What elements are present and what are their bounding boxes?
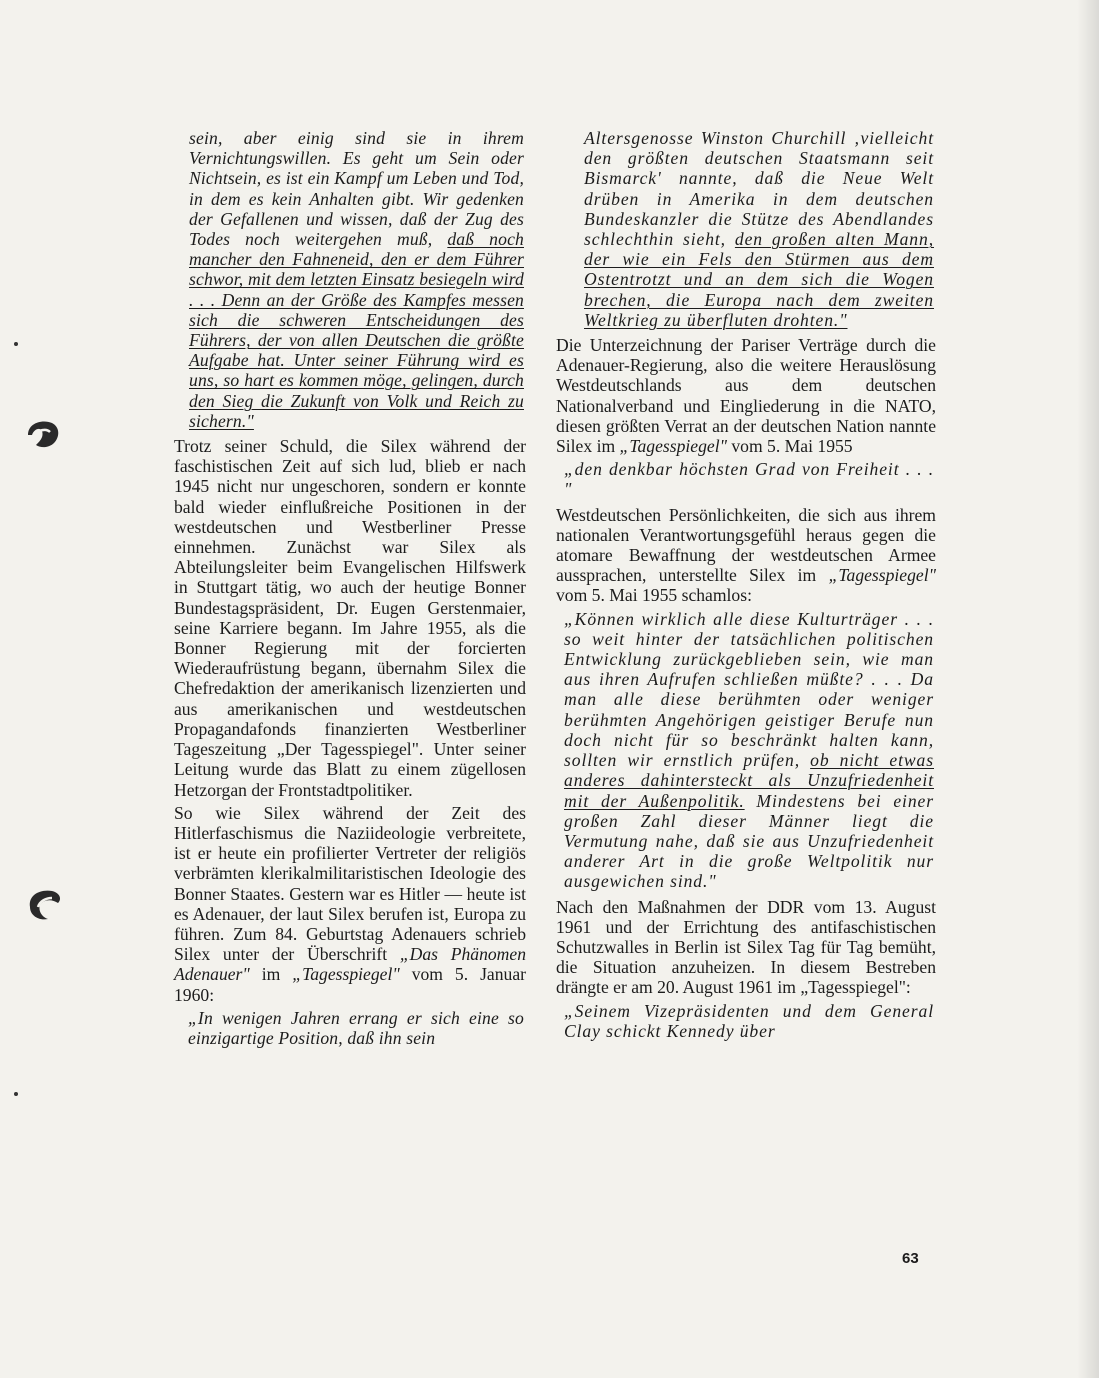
newspaper-name: „Tagesspiegel" [292, 964, 400, 985]
quote-freiheit: „den denkbar höchsten Grad von Freiheit . . . " [564, 459, 934, 500]
quote-text: Altersgenosse Winston Churchill ‚vielleicht den größten deutschen Staatsmann seit Bismarck' nannte, daß die Neue Welt drüben in Amerika in dem deutschen Bundeskanzler die Stütze des Abendlandes schlechthin sieht, [584, 128, 934, 250]
paragraph-text: vom 5. Januar 1960: [174, 964, 526, 1005]
newspaper-name: „Tagesspiegel" [828, 565, 936, 586]
quote-kennedy: „Seinem Vizepräsidenten und dem General Clay schickt Kennedy über [564, 1000, 934, 1041]
paragraph-text: im [249, 964, 293, 985]
quote-underlined-text: daß noch mancher den Fahneneid, den er dem Führer schwor, mit dem letzten Einsatz besiegeln wird . . . Denn an der Größe des Kampfes messen sich die schweren Entscheidungen des Führers, der von allen Deutschen die größte Aufgabe hat. Unter seiner Führung wird es uns, so hart es kommen möge, gelingen, durch den Sieg die Zukunft von Volk und Reich zu sichern." [189, 229, 524, 431]
quote-underlined-text: den großen alten Mann, der wie ein Fels den Stürmen aus dem Ostentrotzt und an dem sich die Wogen brechen, die Europa nach dem zweiten Weltkrieg zu überfluten drohten." [584, 229, 934, 330]
left-column [174, 128, 526, 1053]
punch-hole-mark-lower [22, 885, 64, 925]
speck-mark [14, 342, 18, 346]
paragraph-text: Die Unterzeichnung der Pariser Verträge durch die Adenauer-Regierung, also die weitere Herauslösung Westdeutschlands aus dem deutschen Nationalverband und Eingliederung in die NATO, diesen größten Verrat an der deutschen Nation nannte Silex im [556, 335, 936, 457]
quote-text: „Können wirklich alle diese Kulturträger . . . so weit hinter der tatsächlichen politischen Entwicklung zurückgeblieben sein, wie man aus ihren Aufrufen schließen müßte? . . . Da man alle diese berühmten oder weniger berühmten Angehörigen geistiger Berufe nun doch nicht für so beschränkt halten kann, sollten wir ernstlich prüfen, [564, 608, 934, 771]
newspaper-name: „Tagesspiegel" [619, 436, 727, 457]
paragraph-silex-career: Trotz seiner Schuld, die Silex während der faschistischen Zeit auf sich lud, blieb er nach 1945 nicht nur ungeschoren, sondern er konnte bald wieder einflußreiche Positionen in der westdeutschen und Westberliner Presse einnehmen. Zunächst war Silex als Abteilungsleiter beim Evangelischen Hilfswerk in Stuttgart tätig, wo auch der heutige Bonner Bundestagspräsident, Dr. Eugen Gerstenmaier, seine Karriere begann. Im Jahre 1955, als die Bonner Regierung mit der forcierten Wiederaufrüstung begann, übernahm Silex die Chefredaktion der amerikanisch lizenzierten und aus amerikanischen und westdeutschen Propagandafonds finanzierten Westberliner Tageszeitung „Der Tagesspiegel". Unter seiner Leitung wurde das Blatt zu einem zügellosen Hetzorgan der Frontstadtpolitiker. [174, 436, 526, 800]
paragraph-pariser-vertraege [556, 335, 936, 456]
quote-text: Mindestens bei einer großen Zahl dieser Männer liegt die Vermutung nahe, daß sie aus Unzufriedenheit anderer Art in die große Weltpolitik nur ausgewichen sind." [564, 790, 934, 892]
paragraph-text: vom 5. Mai 1955 schamlos: [556, 585, 752, 606]
quote-kulturtraeger [556, 609, 936, 892]
paragraph-text: Westdeutschen Persönlichkeiten, die sich aus ihrem nationalen Verantwortungsgefühl heraus gegen die atomare Bewaffnung der westdeutschen Armee aussprachen, unterstellte Silex im [556, 504, 936, 586]
page-number: 63 [902, 1250, 919, 1267]
quote-text: sein, aber einig sind sie in ihrem Vernichtungswillen. Es geht um Sein oder Nichtsein, es ist ein Kampf um Leben und Tod, in dem es kein Anhalten gibt. Wir gedenken der Gefallenen und wissen, daß der Zug des Todes noch weitergehen muß, [189, 128, 524, 250]
quote-underlined-text: ob nicht etwas anderes dahintersteckt als Unzufriedenheit mit der Außenpolitik. [564, 750, 934, 811]
paragraph-text: vom 5. Mai 1955 [726, 436, 853, 457]
paragraph-text: So wie Silex während der Zeit des Hitlerfaschismus die Naziideologie verbreitete, ist er heute ein profilierter Vertreter der religiös verbrämten klerikalmilitaristischen Ideologie des Bonner Staates. Gestern war es Hitler — heute ist es Adenauer, der laut Silex berufen ist, Europa zu führen. Zum 84. Geburtstag Adenauers schrieb Silex unter der Überschrift [174, 802, 526, 965]
paragraph-atomare-bewaffnung [556, 505, 936, 606]
quote-churchill [556, 128, 936, 330]
quote-fuehrer [174, 128, 526, 431]
article-title: „Das Phänomen Adenauer" [174, 944, 526, 985]
quote-adenauer: „In wenigen Jahren errang er sich eine so einzigartige Position, daß ihn sein [188, 1007, 524, 1048]
page-edge-shadow [1077, 0, 1099, 1378]
speck-mark [14, 1092, 18, 1096]
right-column [556, 128, 936, 1046]
punch-hole-mark-upper [22, 415, 64, 453]
paragraph-silex-ideology [174, 803, 526, 1005]
paragraph-13-august: Nach den Maßnahmen der DDR vom 13. August 1961 und der Errichtung des antifaschistischen Schutzwalles in Berlin ist Silex Tag für Tag bemüht, die Situation anzuheizen. In diesem Bestreben drängte er am 20. August 1961 im „Tagesspiegel": [556, 896, 936, 998]
